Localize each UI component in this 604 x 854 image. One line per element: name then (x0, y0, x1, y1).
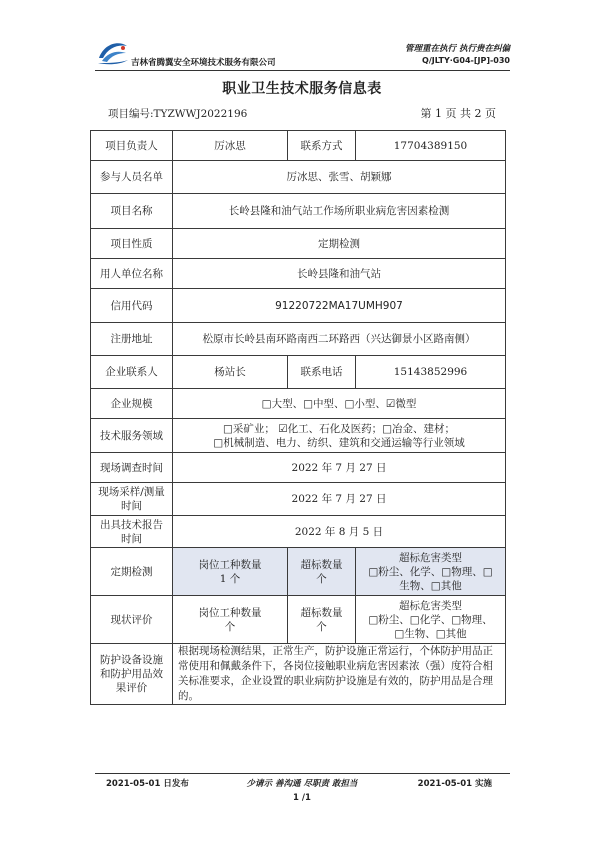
current-exceed (288, 596, 356, 644)
project-name-label: 项目名称 (91, 194, 173, 229)
company-contact-label: 企业联系人 (91, 356, 173, 389)
credit-code-label: 信用代码 (91, 289, 173, 323)
project-name-value: 长岭县隆和油气站工作场所职业病危害因素检测 (173, 194, 506, 229)
page-info: 第 1 页 共 2 页 (420, 107, 496, 120)
sampling-time-label: 现场采样/测量时间 (91, 483, 173, 516)
current-post-count-value: 个 (224, 620, 236, 633)
nature-label: 项目性质 (91, 229, 173, 259)
project-number-label: 项目编号: (108, 108, 154, 120)
protection-text: 根据现场检测结果，正常生产，防护设施正常运行，个体防护用品正常使用和佩戴条件下，各岗位接触职业病危害因素浓（强）度符合相关标准要求，企业设置的职业病防护设施是有效的，防护用品是合理的。 (173, 644, 506, 705)
row-protection-evaluation (91, 644, 506, 705)
project-number-value: TYZWWJ2022196 (153, 108, 248, 120)
nature-value: 定期检测 (173, 229, 506, 259)
employer-label: 用人单位名称 (91, 259, 173, 289)
phone-value: 15143852996 (356, 356, 506, 389)
row-credit-code (91, 289, 506, 323)
survey-time-value: 2022 年 7 月 27 日 (173, 453, 506, 483)
field-line-2: □机械制造、电力、纺织、建筑和交通运输等行业领域 (213, 436, 465, 449)
company-contact-value: 杨站长 (173, 356, 288, 389)
current-exceed-label: 超标数量 (300, 606, 343, 619)
footer-motto: 少请示 善沟通 尽职责 敢担当 (246, 779, 358, 789)
contact-label: 联系方式 (288, 131, 356, 161)
row-scale (91, 389, 506, 419)
periodic-hazard (356, 548, 506, 596)
leader-label: 项目负责人 (91, 131, 173, 161)
implement-date: 2021-05-01 实施 (417, 779, 492, 789)
periodic-exceed-label: 超标数量 (300, 558, 343, 571)
periodic-label: 定期检测 (91, 548, 173, 596)
periodic-hazard-value: □粉尘、化学、□物理、□生物、□其他 (368, 565, 493, 592)
protection-label: 防护设备设施和防护用品效果评价 (91, 644, 173, 705)
document-code: Q/JLTY·G04-[JP]-030 (422, 56, 510, 65)
field-value (173, 419, 506, 453)
row-sampling-time (91, 483, 506, 516)
address-label: 注册地址 (91, 323, 173, 356)
contact-value: 17704389150 (356, 131, 506, 161)
periodic-exceed (288, 548, 356, 596)
periodic-exceed-value: 个 (316, 572, 327, 585)
field-label: 技术服务领域 (91, 419, 173, 453)
row-service-field (91, 419, 506, 453)
phone-label: 联系电话 (288, 356, 356, 389)
footer-divider (95, 773, 510, 774)
report-time-value: 2022 年 8 月 5 日 (173, 516, 506, 548)
current-hazard (356, 596, 506, 644)
members-label: 参与人员名单 (91, 161, 173, 194)
current-hazard-label: 超标危害类型 (399, 599, 462, 612)
row-members (91, 161, 506, 194)
credit-code-value: 91220722MA17UMH907 (173, 289, 506, 323)
scale-label: 企业规模 (91, 389, 173, 419)
page-number: 1 /1 (293, 793, 311, 803)
current-post-count-label: 岗位工种数量 (198, 606, 262, 619)
info-table (90, 130, 506, 705)
project-number (108, 106, 247, 121)
employer-value: 长岭县隆和油气站 (173, 259, 506, 289)
row-leader (91, 131, 506, 161)
row-employer (91, 259, 506, 289)
periodic-hazard-label: 超标危害类型 (399, 551, 462, 564)
page-title: 职业卫生技术服务信息表 (222, 81, 382, 97)
company-logo-icon (96, 38, 130, 66)
sampling-time-value: 2022 年 7 月 27 日 (173, 483, 506, 516)
current-hazard-value: □粉尘、□化学、□物理、□生物、□其他 (368, 613, 493, 640)
row-address (91, 323, 506, 356)
leader-value: 厉冰思 (173, 131, 288, 161)
report-time-label: 出具技术报告时间 (91, 516, 173, 548)
current-exceed-value: 个 (316, 620, 327, 633)
row-survey-time (91, 453, 506, 483)
address-value: 松原市长岭县南环路南西二环路西（兴达御景小区路南侧） (173, 323, 506, 356)
row-company-contact (91, 356, 506, 389)
row-periodic-detection (91, 548, 506, 596)
row-current-evaluation (91, 596, 506, 644)
current-post-count (173, 596, 288, 644)
current-label: 现状评价 (91, 596, 173, 644)
row-project-name (91, 194, 506, 229)
periodic-post-count-label: 岗位工种数量 (198, 558, 262, 571)
survey-time-label: 现场调查时间 (91, 453, 173, 483)
row-report-time (91, 516, 506, 548)
row-nature (91, 229, 506, 259)
field-line-1: □采矿业； ☑化工、石化及医药；□冶金、建材； (222, 422, 456, 435)
periodic-post-count-value: 1 个 (219, 572, 241, 585)
publish-date: 2021-05-01 日发布 (106, 779, 189, 789)
scale-value: □大型、□中型、□小型、☑微型 (173, 389, 506, 419)
periodic-post-count (173, 548, 288, 596)
header-slogan: 管理重在执行 执行贵在纠偏 (405, 44, 510, 54)
members-value: 厉冰思、张雪、胡颖娜 (173, 161, 506, 194)
company-name: 吉林省腾翼安全环境技术服务有限公司 (131, 58, 276, 68)
header-divider (95, 70, 510, 71)
